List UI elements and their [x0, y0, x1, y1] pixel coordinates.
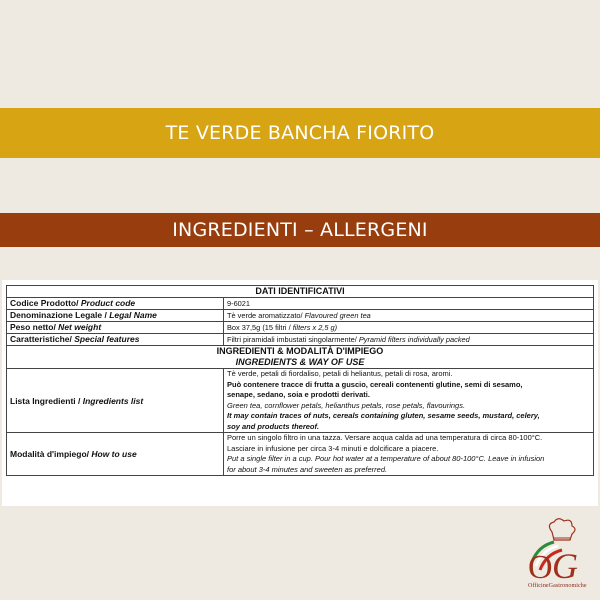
ingredients-line: Tè verde, petali di fiordaliso, petali di heliantus, petali di rosa, aromi. — [227, 369, 453, 378]
usage-row — [7, 433, 594, 476]
product-title: TE VERDE BANCHA FIORITO — [165, 122, 435, 144]
section-header-row — [7, 346, 594, 369]
section-header — [7, 346, 594, 369]
row-value: 9-6021 — [224, 298, 594, 310]
spec-table — [6, 285, 594, 476]
usage-line-en: for about 3-4 minutes and sweeten as preferred. — [227, 464, 388, 474]
allergens-line: senape, sedano, soia e prodotti derivati. — [227, 390, 370, 399]
row-value: Tè verde aromatizzato/ Flavoured green tea — [224, 310, 594, 322]
table-header: DATI IDENTIFICATIVI — [7, 286, 594, 298]
usage-value — [224, 433, 594, 476]
usage-line: Lasciare in infusione per circa 3-4 minuti e dolcificare a piacere. — [227, 443, 439, 453]
svg-text:G: G — [552, 546, 578, 586]
ingredients-label: Lista Ingredienti / Ingredients list — [7, 369, 224, 433]
section-header-subtitle: INGREDIENTS & WAY OF USE — [235, 357, 365, 367]
usage-line: Porre un singolo filtro in una tazza. Versare acqua calda ad una temperatura di circa 80-100°C. — [227, 433, 543, 442]
allergens-line-en: soy and products thereof. — [227, 421, 320, 431]
table-row — [7, 334, 594, 346]
section-header-title: INGREDIENTI & MODALITÀ D'IMPIEGO — [216, 346, 384, 356]
row-label: Caratteristiche/ Special features — [7, 334, 224, 346]
row-label: Peso netto/ Net weight — [7, 322, 224, 334]
allergens-line-en: It may contain traces of nuts, cereals containing gluten, sesame seeds, mustard, celery, — [227, 411, 540, 420]
svg-text:O: O — [528, 549, 553, 586]
row-value: Filtri piramidali imbustati singolarmente/ Pyramid filters individually packed — [224, 334, 594, 346]
ingredients-value — [224, 369, 594, 433]
row-value: Box 37,5g (15 filtri / filters x 2,5 g) — [224, 322, 594, 334]
table-row — [7, 322, 594, 334]
spec-sheet — [2, 280, 598, 506]
allergens-line: Può contenere tracce di frutta a guscio, cereali contenenti glutine, semi di sesamo, — [227, 379, 523, 389]
usage-label: Modalità d'impiego/ How to use — [7, 433, 224, 476]
table-row — [7, 310, 594, 322]
section-title: INGREDIENTI – ALLERGENI — [172, 219, 428, 241]
title-bar — [0, 108, 600, 158]
logo-text: OfficineGastronomiche — [528, 583, 587, 589]
table-header-row — [7, 286, 594, 298]
section-bar — [0, 213, 600, 247]
ingredients-line-en: Green tea, cornflower petals, helianthus petals, rose petals, flavourings. — [227, 400, 466, 410]
usage-line-en: Put a single filter in a cup. Pour hot water at a temperature of about 80-100°C. Leave in infusion — [227, 454, 545, 463]
table-row — [7, 298, 594, 310]
row-label: Denominazione Legale / Legal Name — [7, 310, 224, 322]
ingredients-row — [7, 369, 594, 433]
row-label: Codice Prodotto/ Product code — [7, 298, 224, 310]
